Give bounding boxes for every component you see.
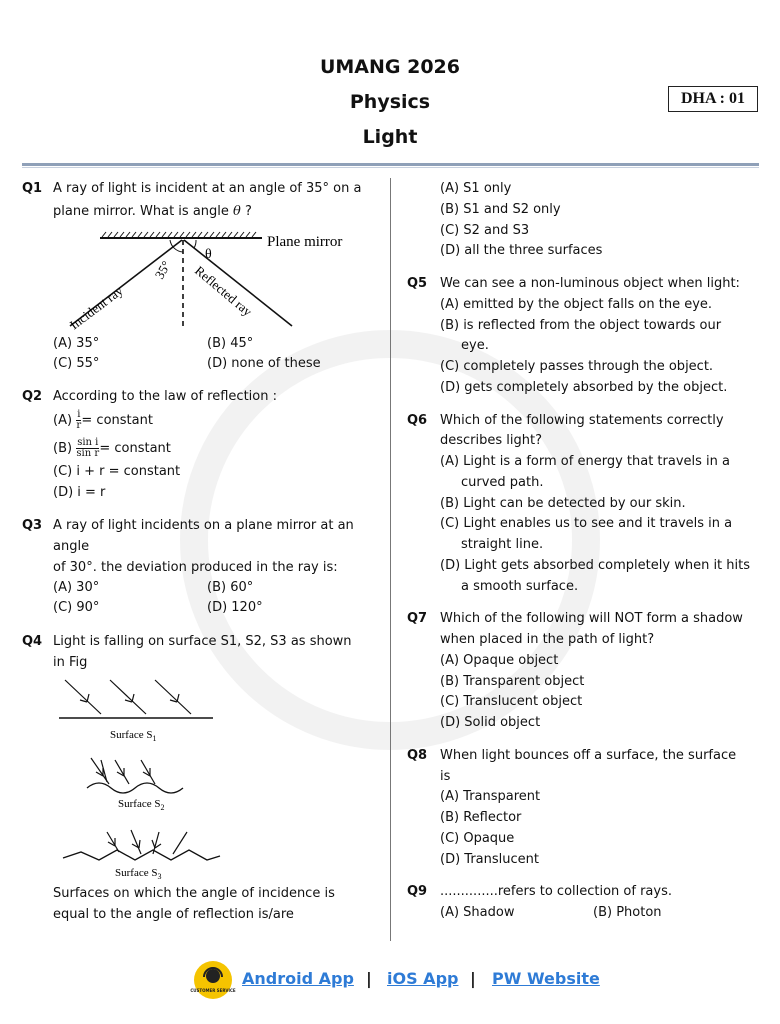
option-c: (C) completely passes through the object. — [440, 359, 714, 374]
question-text-line4: equal to the angle of reflection is/are — [53, 907, 294, 922]
option-b: (B) Photon — [593, 905, 662, 920]
option-a: (A) S1 only — [440, 181, 512, 196]
option-label: (B) — [53, 441, 73, 456]
option-a: (A) 30° — [53, 580, 100, 595]
option-a: (A) emitted by the object falls on the eye. — [440, 297, 713, 312]
mirror-label: Plane mirror — [267, 234, 343, 250]
s1-rays — [65, 680, 191, 714]
option-c: (C) i + r = constant — [53, 464, 181, 479]
pw-website-link[interactable]: PW Website — [492, 969, 600, 988]
question-text-line3: Surfaces on which the angle of incidence is — [53, 886, 335, 901]
option-b: (B) 45° — [207, 336, 254, 351]
option-d: (D) Translucent — [440, 852, 539, 867]
question-text-line3: of 30°. the deviation produced in the ray is: — [53, 560, 338, 575]
svg-text:CUSTOMER SERVICE: CUSTOMER SERVICE — [190, 988, 236, 993]
option-d: (D) none of these — [207, 356, 321, 371]
question-text: According to the law of reflection : — [53, 389, 277, 404]
option-c: (C) S2 and S3 — [440, 223, 530, 238]
question-text: Light is falling on surface S1, S2, S3 as shown — [53, 634, 352, 649]
theta-arc — [194, 240, 196, 248]
option-c: (C) Light enables us to see and it travels in a — [440, 516, 733, 531]
theta-label: θ — [205, 247, 212, 262]
option-a: (A) Opaque object — [440, 653, 559, 668]
option-d: (D) 120° — [207, 600, 263, 615]
plane-mirror-figure — [62, 228, 362, 336]
reflected-ray — [184, 240, 292, 326]
question-text: Which of the following statements correctly — [440, 413, 724, 428]
question-text-line2: is — [440, 769, 451, 784]
numerator: i — [77, 409, 81, 420]
option-a-cont: curved path. — [461, 475, 544, 490]
question-text-part: plane mirror. What is angle — [53, 204, 234, 219]
option-b-cont: eye. — [461, 338, 489, 353]
question-number: Q1 — [22, 181, 43, 196]
page-title: UMANG 2026 — [319, 56, 461, 78]
question-text-end: ? — [240, 204, 252, 219]
ios-app-link[interactable]: iOS App — [387, 969, 459, 988]
option-b: (B) Transparent object — [440, 674, 585, 689]
option-c: (C) 55° — [53, 356, 100, 371]
reflected-ray-label: Reflected ray — [192, 262, 256, 320]
surface-s2-line — [87, 783, 183, 793]
option-a: (A) 35° — [53, 336, 100, 351]
sheet-code-badge: DHA : 01 — [668, 86, 758, 112]
surface-s3-caption: Surface $S_3$ — [115, 867, 162, 881]
incident-ray-label: Incident ray — [66, 282, 126, 333]
question-text: When light bounces off a surface, the surface — [440, 748, 737, 763]
question-text: A ray of light is incident at an angle of 35° on a — [53, 181, 362, 196]
question-number: Q8 — [407, 748, 428, 763]
option-d: (D) gets completely absorbed by the object. — [440, 380, 728, 395]
question-text-line2: describes light? — [440, 433, 542, 448]
angle-label: 35° — [151, 258, 174, 282]
option-b: (B) 60° — [207, 580, 254, 595]
subject-title: Physics — [349, 91, 431, 113]
option-a: (A) Transparent — [440, 789, 541, 804]
question-text-line2: when placed in the path of light? — [440, 632, 655, 647]
option-label: (A) — [53, 413, 73, 428]
question-number: Q7 — [407, 611, 428, 626]
option-d: (D) all the three surfaces — [440, 243, 603, 258]
question-number: Q9 — [407, 884, 428, 899]
chapter-title: Light — [362, 126, 418, 148]
option-d: (D) Light gets absorbed completely when it hits — [440, 558, 751, 573]
option-b: (B) Reflector — [440, 810, 522, 825]
surfaces-figure — [55, 672, 240, 882]
question-text: Which of the following will NOT form a shadow — [440, 611, 743, 626]
surface-s1-caption: Surface $S_1$ — [110, 729, 157, 743]
question-text-line2: in Fig — [53, 655, 88, 670]
option-c: (C) Translucent object — [440, 694, 583, 709]
option-c-cont: straight line. — [461, 537, 544, 552]
mirror-hatching — [102, 232, 256, 237]
header-rule-thin — [22, 167, 759, 168]
question-number: Q5 — [407, 276, 428, 291]
footer-separator: | — [470, 969, 476, 988]
question-number: Q4 — [22, 634, 43, 649]
fraction-sini-over-sinr — [76, 438, 99, 459]
question-text-line2 — [53, 204, 252, 219]
option-a: (A) Light is a form of energy that travels in a — [440, 454, 730, 469]
question-text: ..............refers to collection of rays. — [440, 884, 672, 899]
theta-symbol: θ — [233, 204, 241, 219]
question-text: A ray of light incidents on a plane mirror at an — [53, 518, 354, 533]
numerator: sin i — [77, 437, 99, 448]
angle-arc — [170, 240, 183, 252]
option-text: = constant — [99, 441, 171, 456]
denominator: r — [76, 420, 82, 431]
s2-rays — [91, 758, 155, 784]
header-rule — [22, 163, 759, 166]
option-c: (C) 90° — [53, 600, 100, 615]
option-a: (A) Shadow — [440, 905, 515, 920]
question-text: We can see a non-luminous object when light: — [440, 276, 740, 291]
option-b: (B) Light can be detected by our skin. — [440, 496, 686, 511]
option-text: = constant — [81, 413, 153, 428]
option-c: (C) Opaque — [440, 831, 515, 846]
surface-s3-line — [63, 850, 220, 860]
surface-s2-caption: Surface $S_2$ — [118, 798, 165, 812]
question-text-line2: angle — [53, 539, 90, 554]
option-b: (B) S1 and S2 only — [440, 202, 561, 217]
column-divider — [390, 178, 391, 941]
question-number: Q6 — [407, 413, 428, 428]
question-number: Q2 — [22, 389, 43, 404]
footer-separator: | — [366, 969, 372, 988]
option-a — [53, 410, 153, 431]
option-b — [53, 438, 171, 459]
option-b: (B) is reflected from the object towards our — [440, 318, 722, 333]
option-d: (D) Solid object — [440, 715, 541, 730]
question-number: Q3 — [22, 518, 43, 533]
option-d-cont: a smooth surface. — [461, 579, 579, 594]
option-d: (D) i = r — [53, 485, 106, 500]
customer-service-icon[interactable] — [190, 960, 236, 1000]
android-app-link[interactable]: Android App — [242, 969, 354, 988]
denominator: sin r — [76, 448, 100, 459]
footer-links — [0, 958, 780, 998]
